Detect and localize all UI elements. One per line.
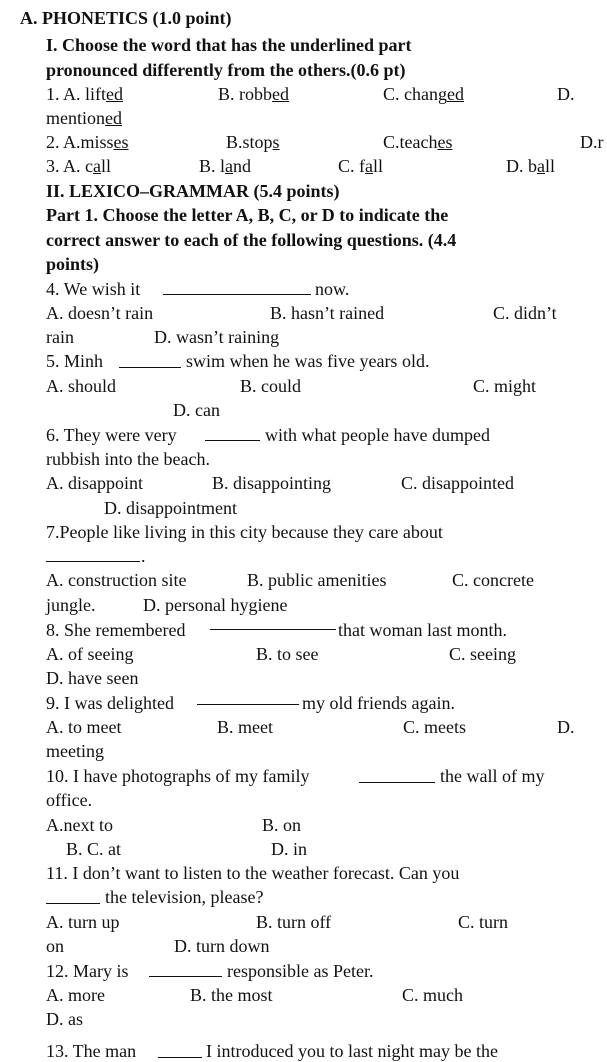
q1-option-b: B. robbed bbox=[218, 84, 289, 104]
q5-option-a: A. should bbox=[46, 376, 117, 396]
q13-stem-end: I introduced you to last night may be the bbox=[206, 1041, 498, 1061]
q3-option-d: D. ball bbox=[506, 156, 556, 176]
q4-stem-end: now. bbox=[315, 279, 350, 299]
part1-b-instruction-line2: correct answer to each of the following questions. (4.4 bbox=[46, 230, 457, 250]
q4-option-a: A. doesn’t rain bbox=[46, 303, 154, 323]
q9-option-d-cont: meeting bbox=[46, 741, 104, 761]
q7-blank bbox=[46, 561, 140, 562]
q9-option-b: B. meet bbox=[217, 717, 273, 737]
q9-option-a: A. to meet bbox=[46, 717, 122, 737]
part1-b-instruction-line3: points) bbox=[46, 254, 100, 274]
q7-option-c-cont: jungle. bbox=[46, 595, 96, 615]
q12-option-d: D. as bbox=[46, 1009, 83, 1029]
part1-b-instruction-line1: Part 1. Choose the letter A, B, C, or D to indicate the bbox=[46, 205, 449, 225]
q8-option-a: A. of seeing bbox=[46, 644, 134, 664]
q9-stem-end: my old friends again. bbox=[302, 693, 455, 713]
q2-option-c: C.teaches bbox=[383, 132, 453, 152]
q4-option-c-cont: rain bbox=[46, 327, 74, 347]
section-a-title: A. PHONETICS (1.0 point) bbox=[20, 8, 232, 28]
q5-option-d: D. can bbox=[173, 400, 220, 420]
q8-blank bbox=[210, 629, 336, 630]
q6-stem-end: with what people have dumped bbox=[265, 425, 490, 445]
q11-option-a: A. turn up bbox=[46, 912, 120, 932]
q8-stem-end: that woman last month. bbox=[338, 620, 507, 640]
q3-option-b: B. land bbox=[199, 156, 252, 176]
q3-option-a: 3. A. call bbox=[46, 156, 112, 176]
q1-option-d: D. bbox=[557, 84, 575, 104]
q1-option-a: 1. A. lifted bbox=[46, 84, 124, 104]
part1-instruction-line2: pronounced differently from the others.(0.6 pt) bbox=[46, 60, 406, 80]
q5-option-b: B. could bbox=[240, 376, 301, 396]
q2-option-b: B.stops bbox=[226, 132, 280, 152]
q6-option-a: A. disappoint bbox=[46, 473, 143, 493]
q1-option-c: C. changed bbox=[383, 84, 464, 104]
q8-option-d: D. have seen bbox=[46, 668, 139, 688]
q10-option-b: B. on bbox=[262, 815, 302, 835]
q2-option-d: D.r bbox=[580, 132, 604, 152]
q12-option-c: C. much bbox=[402, 985, 463, 1005]
q7-stem-start: 7.People like living in this city because they care about bbox=[46, 522, 443, 542]
q6-option-d: D. disappointment bbox=[104, 498, 237, 518]
q11-option-c-cont: on bbox=[46, 936, 64, 956]
q13-blank bbox=[158, 1057, 202, 1058]
q5-stem-end: swim when he was five years old. bbox=[186, 351, 430, 371]
q5-blank bbox=[119, 367, 181, 368]
q10-blank bbox=[359, 782, 435, 783]
q10-stem-end: the wall of my bbox=[440, 766, 545, 786]
q11-stem-start: 11. I don’t want to listen to the weather forecast. Can you bbox=[46, 863, 460, 883]
q4-blank bbox=[163, 294, 311, 295]
q10-option-c: B. C. at bbox=[66, 839, 122, 859]
q3-option-c: C. fall bbox=[338, 156, 384, 176]
q7-option-d: D. personal hygiene bbox=[143, 595, 288, 615]
part1-instruction-line1: I. Choose the word that has the underlined part bbox=[46, 35, 412, 55]
q5-option-c: C. might bbox=[473, 376, 537, 396]
q6-stem-start: 6. They were very bbox=[46, 425, 177, 445]
q12-stem-end: responsible as Peter. bbox=[227, 961, 374, 981]
q13-stem-start: 13. The man bbox=[46, 1041, 137, 1061]
q7-option-c: C. concrete bbox=[452, 570, 534, 590]
q11-option-d: D. turn down bbox=[174, 936, 270, 956]
q7-option-b: B. public amenities bbox=[247, 570, 387, 590]
q10-stem-start: 10. I have photographs of my family bbox=[46, 766, 310, 786]
q8-option-c: C. seeing bbox=[449, 644, 516, 664]
q1-option-d-cont: mentioned bbox=[46, 108, 122, 128]
q6-blank bbox=[205, 440, 260, 441]
q9-blank bbox=[197, 704, 299, 705]
q7-option-a: A. construction site bbox=[46, 570, 187, 590]
q10-option-a: A.next to bbox=[46, 815, 113, 835]
q6-stem-cont: rubbish into the beach. bbox=[46, 449, 210, 469]
section-b-title: II. LEXICO–GRAMMAR (5.4 points) bbox=[46, 181, 340, 201]
q9-option-c: C. meets bbox=[403, 717, 466, 737]
q10-option-d: D. in bbox=[271, 839, 307, 859]
q8-stem-start: 8. She remembered bbox=[46, 620, 186, 640]
q12-stem-start: 12. Mary is bbox=[46, 961, 129, 981]
q11-option-b: B. turn off bbox=[256, 912, 332, 932]
q11-option-c: C. turn bbox=[458, 912, 509, 932]
q7-stem-end: . bbox=[141, 546, 146, 566]
q11-blank bbox=[46, 903, 100, 904]
q10-stem-cont: office. bbox=[46, 790, 93, 810]
q4-option-c: C. didn’t bbox=[493, 303, 557, 323]
q11-stem-end: the television, please? bbox=[105, 887, 264, 907]
q9-option-d: D. bbox=[557, 717, 575, 737]
q12-blank bbox=[149, 976, 222, 977]
q8-option-b: B. to see bbox=[256, 644, 319, 664]
q12-option-a: A. more bbox=[46, 985, 105, 1005]
q9-stem-start: 9. I was delighted bbox=[46, 693, 174, 713]
q6-option-c: C. disappointed bbox=[401, 473, 514, 493]
q4-stem-start: 4. We wish it bbox=[46, 279, 141, 299]
q4-option-d: D. wasn’t raining bbox=[154, 327, 280, 347]
q4-option-b: B. hasn’t rained bbox=[270, 303, 385, 323]
q2-option-a: 2. A.misses bbox=[46, 132, 129, 152]
q12-option-b: B. the most bbox=[190, 985, 273, 1005]
q5-stem-start: 5. Minh bbox=[46, 351, 104, 371]
q6-option-b: B. disappointing bbox=[212, 473, 332, 493]
